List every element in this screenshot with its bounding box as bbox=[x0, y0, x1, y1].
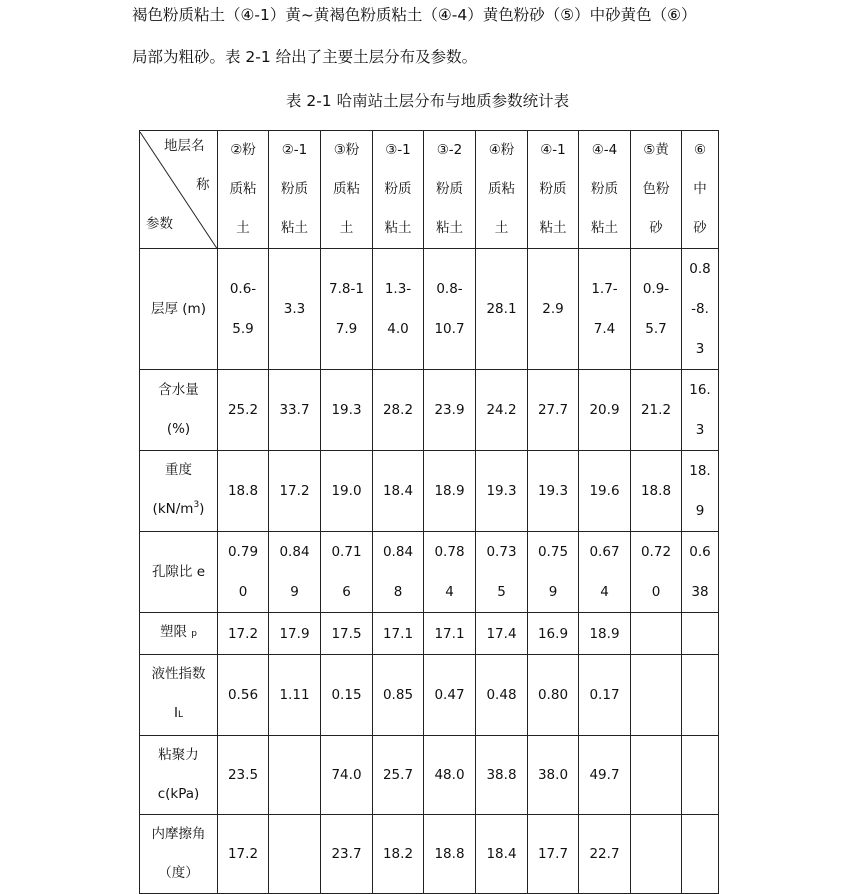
value-text: 17.2 bbox=[227, 846, 259, 862]
value-text: 23.9 bbox=[434, 402, 465, 418]
value-cell bbox=[682, 655, 719, 736]
value-text: 17.5 bbox=[331, 625, 362, 642]
column-header-cell bbox=[631, 131, 682, 249]
value-cell bbox=[373, 815, 424, 894]
value-cell bbox=[373, 451, 424, 532]
column-header-text: 粉质 bbox=[384, 181, 412, 197]
value-cell bbox=[476, 655, 528, 736]
value-cell bbox=[373, 532, 424, 613]
value-text: 0.8- bbox=[436, 281, 463, 297]
parameter-label-text: 液性指数 bbox=[151, 666, 206, 682]
value-cell bbox=[682, 249, 719, 370]
parameter-label-cell bbox=[140, 370, 218, 451]
value-text: 0.15 bbox=[331, 687, 362, 703]
value-text: 19.6 bbox=[589, 483, 620, 499]
value-cell bbox=[424, 249, 476, 370]
value-cell bbox=[631, 815, 682, 894]
value-text: 5.7 bbox=[645, 321, 667, 337]
value-text: 18.8 bbox=[640, 483, 672, 499]
parameter-label-cell bbox=[140, 249, 218, 370]
value-cell bbox=[631, 370, 682, 451]
value-text: 0.48 bbox=[486, 687, 517, 703]
value-text: 0.17 bbox=[589, 687, 620, 703]
value-cell bbox=[631, 249, 682, 370]
value-text: 19.3 bbox=[331, 402, 362, 418]
value-text: 27.7 bbox=[537, 402, 569, 418]
value-text: 18.4 bbox=[382, 483, 414, 499]
value-text: 20.9 bbox=[589, 402, 620, 418]
table-row bbox=[140, 451, 719, 532]
value-text: 49.7 bbox=[589, 767, 620, 783]
soil-parameter-table bbox=[139, 130, 719, 894]
parameter-label-text: I bbox=[174, 705, 178, 721]
column-header-cell bbox=[579, 131, 631, 249]
column-header-text: ④-4 bbox=[591, 142, 618, 158]
value-cell bbox=[682, 736, 719, 815]
value-text: 10.7 bbox=[434, 321, 465, 337]
corner-label-mid: 称 bbox=[196, 176, 210, 193]
column-header-text: 粘土 bbox=[591, 220, 618, 236]
corner-label-top: 地层名 bbox=[164, 137, 205, 154]
value-cell bbox=[218, 613, 269, 655]
parameter-label-text: L bbox=[177, 710, 183, 720]
value-text: 0.9- bbox=[642, 281, 670, 297]
value-cell bbox=[682, 451, 719, 532]
column-header-text: 砂 bbox=[649, 220, 663, 236]
parameter-label-cell bbox=[140, 613, 218, 655]
table-row bbox=[140, 613, 719, 655]
value-cell bbox=[373, 613, 424, 655]
parameter-label-cell bbox=[140, 532, 218, 613]
column-header-text: 粘土 bbox=[436, 220, 463, 236]
column-header-text: 粉质 bbox=[281, 181, 308, 197]
value-cell bbox=[528, 532, 579, 613]
value-cell bbox=[269, 815, 321, 894]
corner-header-cell bbox=[140, 131, 218, 249]
parameter-label-text: 粘聚力 bbox=[158, 747, 199, 763]
column-header-text: 中 bbox=[693, 181, 707, 197]
column-header-text: ②粉 bbox=[230, 142, 256, 158]
parameter-label-text: 塑限 bbox=[159, 624, 187, 640]
parameter-label-text: ) bbox=[199, 501, 205, 517]
table-row bbox=[140, 815, 719, 894]
value-text: 18.4 bbox=[486, 846, 517, 862]
value-cell bbox=[476, 451, 528, 532]
value-cell bbox=[579, 451, 631, 532]
column-header-text: 砂 bbox=[693, 220, 707, 236]
value-text: 0.6 bbox=[689, 544, 711, 560]
value-cell bbox=[682, 532, 719, 613]
column-header-cell bbox=[218, 131, 269, 249]
value-cell bbox=[579, 370, 631, 451]
value-cell bbox=[682, 613, 719, 655]
value-cell bbox=[321, 655, 373, 736]
value-text: 1.7- bbox=[591, 281, 618, 297]
column-header-text: 土 bbox=[494, 220, 509, 236]
parameter-label-text: （度） bbox=[158, 865, 199, 881]
value-text: 21.2 bbox=[640, 402, 672, 418]
parameter-label-text: c(kPa) bbox=[157, 786, 200, 802]
value-cell bbox=[269, 532, 321, 613]
value-text: 0.47 bbox=[434, 687, 465, 703]
value-cell bbox=[424, 815, 476, 894]
value-cell bbox=[321, 613, 373, 655]
value-text: 5 bbox=[497, 584, 506, 600]
value-text: 5.9 bbox=[232, 321, 254, 337]
column-header-text: 粘土 bbox=[281, 220, 308, 236]
value-cell bbox=[321, 370, 373, 451]
parameter-label-text: 层厚 (m) bbox=[151, 300, 206, 317]
column-header-text: ②-1 bbox=[281, 142, 308, 158]
value-text: 19.3 bbox=[537, 483, 569, 499]
value-text: 0.79 bbox=[227, 544, 259, 560]
value-text: -8. bbox=[691, 301, 709, 317]
value-text: 0.80 bbox=[537, 687, 569, 703]
value-text: 23.5 bbox=[227, 767, 259, 783]
value-text: 3 bbox=[695, 341, 705, 357]
value-cell bbox=[528, 249, 579, 370]
value-text: 4 bbox=[445, 584, 454, 600]
column-header-text: 质粘 bbox=[229, 181, 257, 197]
value-cell bbox=[476, 249, 528, 370]
value-text: 48.0 bbox=[434, 767, 465, 783]
value-text: 17.9 bbox=[279, 625, 310, 642]
parameter-label-text: p bbox=[191, 629, 197, 639]
value-text: 19.0 bbox=[331, 483, 362, 499]
value-text: 0.72 bbox=[640, 544, 672, 560]
column-header-text: 粘土 bbox=[384, 220, 412, 236]
table-row bbox=[140, 655, 719, 736]
table-row bbox=[140, 532, 719, 613]
column-header-text: 粉质 bbox=[436, 181, 463, 197]
value-cell bbox=[631, 532, 682, 613]
column-header-text: 粘土 bbox=[539, 220, 567, 236]
value-cell bbox=[424, 613, 476, 655]
table-row bbox=[140, 736, 719, 815]
parameter-label-text: 3 bbox=[193, 500, 200, 510]
value-cell bbox=[321, 451, 373, 532]
header-row bbox=[140, 131, 719, 249]
value-text: 19.3 bbox=[486, 483, 517, 499]
value-text: 1.3- bbox=[384, 281, 412, 297]
table-caption: 表 2-1 哈南站土层分布与地质参数统计表 bbox=[285, 92, 570, 110]
value-text: 2.9 bbox=[542, 301, 564, 317]
column-header-text: ④-1 bbox=[540, 142, 566, 158]
value-cell bbox=[218, 815, 269, 894]
value-text: 23.7 bbox=[331, 846, 362, 862]
parameter-label-text: 内摩擦角 bbox=[151, 826, 206, 842]
value-text: 24.2 bbox=[486, 402, 517, 418]
value-text: 25.2 bbox=[227, 402, 259, 418]
value-text: 0.71 bbox=[331, 544, 362, 560]
value-cell bbox=[528, 815, 579, 894]
column-header-text: 质粘 bbox=[488, 181, 515, 197]
value-text: 28.2 bbox=[382, 402, 414, 418]
column-header-text: 粉质 bbox=[591, 181, 618, 197]
value-cell bbox=[218, 249, 269, 370]
value-cell bbox=[373, 736, 424, 815]
value-cell bbox=[424, 370, 476, 451]
value-cell bbox=[373, 249, 424, 370]
table-row bbox=[140, 370, 719, 451]
value-cell bbox=[579, 249, 631, 370]
value-cell bbox=[218, 370, 269, 451]
value-cell bbox=[476, 532, 528, 613]
column-header-text: 土 bbox=[236, 220, 250, 236]
value-text: 0.78 bbox=[434, 544, 465, 560]
value-cell bbox=[579, 815, 631, 894]
value-cell bbox=[269, 655, 321, 736]
value-cell bbox=[476, 815, 528, 894]
column-header-text: 粉质 bbox=[539, 181, 567, 197]
value-text: 0.85 bbox=[382, 687, 414, 703]
value-text: 1.11 bbox=[279, 687, 310, 703]
table-row bbox=[140, 249, 719, 370]
value-text: 9 bbox=[695, 503, 705, 519]
value-text: 0.84 bbox=[279, 544, 310, 560]
value-text: 17.7 bbox=[537, 846, 569, 862]
value-text: 0.67 bbox=[589, 544, 620, 560]
value-text: 6 bbox=[342, 584, 351, 600]
column-header-cell bbox=[269, 131, 321, 249]
value-cell bbox=[682, 815, 719, 894]
value-text: 22.7 bbox=[589, 846, 620, 862]
value-cell bbox=[424, 655, 476, 736]
column-header-text: 质粘 bbox=[333, 181, 360, 197]
value-cell bbox=[631, 451, 682, 532]
value-cell bbox=[528, 613, 579, 655]
parameter-label-text: (%) bbox=[166, 421, 191, 437]
value-cell bbox=[269, 736, 321, 815]
value-cell bbox=[682, 370, 719, 451]
value-text: 17.1 bbox=[382, 625, 414, 642]
value-text: 8 bbox=[393, 584, 403, 600]
value-text: 17.2 bbox=[227, 625, 259, 642]
value-cell bbox=[528, 736, 579, 815]
value-text: 9 bbox=[548, 584, 558, 600]
corner-label-bottom: 参数 bbox=[146, 215, 173, 232]
value-cell bbox=[579, 532, 631, 613]
column-header-text: ③粉 bbox=[333, 142, 360, 158]
value-text: 16.9 bbox=[537, 625, 569, 642]
parameter-label-cell bbox=[140, 451, 218, 532]
value-text: 7.4 bbox=[593, 321, 616, 337]
value-cell bbox=[321, 249, 373, 370]
column-header-text: ③-2 bbox=[436, 142, 463, 158]
parameter-label-text: 重度 bbox=[165, 462, 192, 478]
value-text: 0.73 bbox=[486, 544, 517, 560]
column-header-cell bbox=[528, 131, 579, 249]
parameter-label-cell bbox=[140, 736, 218, 815]
value-text: 4.0 bbox=[387, 321, 409, 337]
value-text: 0 bbox=[238, 584, 248, 600]
intro-paragraph-line-2: 局部为粗砂。表 2-1 给出了主要土层分布及参数。 bbox=[132, 48, 478, 66]
value-cell bbox=[579, 613, 631, 655]
value-cell bbox=[269, 370, 321, 451]
column-header-cell bbox=[682, 131, 719, 249]
column-header-text: ④粉 bbox=[488, 142, 515, 158]
value-text: 0.8 bbox=[689, 261, 711, 277]
parameter-label-cell bbox=[140, 655, 218, 736]
value-text: 3.3 bbox=[283, 301, 306, 317]
value-cell bbox=[424, 532, 476, 613]
column-header-text: ⑤黄 bbox=[643, 142, 669, 158]
value-cell bbox=[321, 815, 373, 894]
value-cell bbox=[424, 451, 476, 532]
column-header-text: ⑥ bbox=[693, 142, 707, 158]
value-cell bbox=[321, 736, 373, 815]
value-cell bbox=[528, 451, 579, 532]
column-header-text: 土 bbox=[339, 220, 354, 236]
parameter-label-text: 孔隙比 e bbox=[151, 563, 206, 580]
column-header-text: 色粉 bbox=[642, 181, 670, 197]
value-cell bbox=[579, 655, 631, 736]
value-text: 33.7 bbox=[279, 402, 310, 418]
value-text: 38 bbox=[691, 584, 709, 600]
value-text: 74.0 bbox=[331, 767, 362, 783]
value-cell bbox=[373, 370, 424, 451]
value-text: 17.1 bbox=[434, 625, 465, 642]
value-cell bbox=[476, 370, 528, 451]
value-cell bbox=[579, 736, 631, 815]
value-text: 18. bbox=[689, 463, 711, 479]
column-header-text: ③-1 bbox=[385, 142, 411, 158]
value-text: 38.8 bbox=[486, 767, 517, 783]
value-cell bbox=[631, 613, 682, 655]
value-cell bbox=[269, 249, 321, 370]
value-text: 16. bbox=[689, 382, 711, 398]
value-text: 17.2 bbox=[279, 483, 310, 499]
value-text: 0.6- bbox=[229, 281, 257, 297]
value-cell bbox=[528, 655, 579, 736]
column-header-cell bbox=[424, 131, 476, 249]
value-cell bbox=[631, 736, 682, 815]
parameter-label-cell bbox=[140, 815, 218, 894]
parameter-label-text: (kN/m bbox=[152, 501, 194, 517]
value-text: 0.56 bbox=[227, 687, 259, 703]
value-cell bbox=[218, 451, 269, 532]
value-text: 7.9 bbox=[335, 321, 358, 337]
value-cell bbox=[631, 655, 682, 736]
value-cell bbox=[269, 451, 321, 532]
value-cell bbox=[218, 532, 269, 613]
value-cell bbox=[321, 532, 373, 613]
value-text: 38.0 bbox=[537, 767, 569, 783]
value-cell bbox=[218, 736, 269, 815]
value-text: 18.9 bbox=[434, 483, 465, 499]
value-cell bbox=[476, 736, 528, 815]
value-cell bbox=[528, 370, 579, 451]
parameter-label-text: 含水量 bbox=[158, 382, 199, 398]
value-text: 18.9 bbox=[589, 625, 620, 642]
value-cell bbox=[424, 736, 476, 815]
value-cell bbox=[269, 613, 321, 655]
intro-paragraph-line-1: 褐色粉质粘土（④-1）黄~黄褐色粉质粘土（④-4）黄色粉砂（⑤）中砂黄色（⑥） bbox=[132, 6, 697, 24]
value-text: 4 bbox=[600, 584, 609, 600]
value-text: 3 bbox=[695, 422, 705, 438]
column-header-cell bbox=[321, 131, 373, 249]
value-text: 0 bbox=[651, 584, 661, 600]
value-text: 17.4 bbox=[486, 625, 517, 642]
value-text: 9 bbox=[290, 584, 299, 600]
value-text: 0.75 bbox=[537, 544, 569, 560]
value-text: 18.8 bbox=[434, 846, 465, 862]
value-text: 28.1 bbox=[486, 301, 517, 317]
column-header-cell bbox=[476, 131, 528, 249]
value-text: 25.7 bbox=[382, 767, 414, 783]
value-text: 18.2 bbox=[382, 846, 414, 862]
value-text: 0.84 bbox=[382, 544, 414, 560]
value-cell bbox=[218, 655, 269, 736]
value-cell bbox=[476, 613, 528, 655]
value-cell bbox=[373, 655, 424, 736]
value-text: 18.8 bbox=[227, 483, 259, 499]
column-header-cell bbox=[373, 131, 424, 249]
value-text: 7.8-1 bbox=[329, 281, 364, 297]
